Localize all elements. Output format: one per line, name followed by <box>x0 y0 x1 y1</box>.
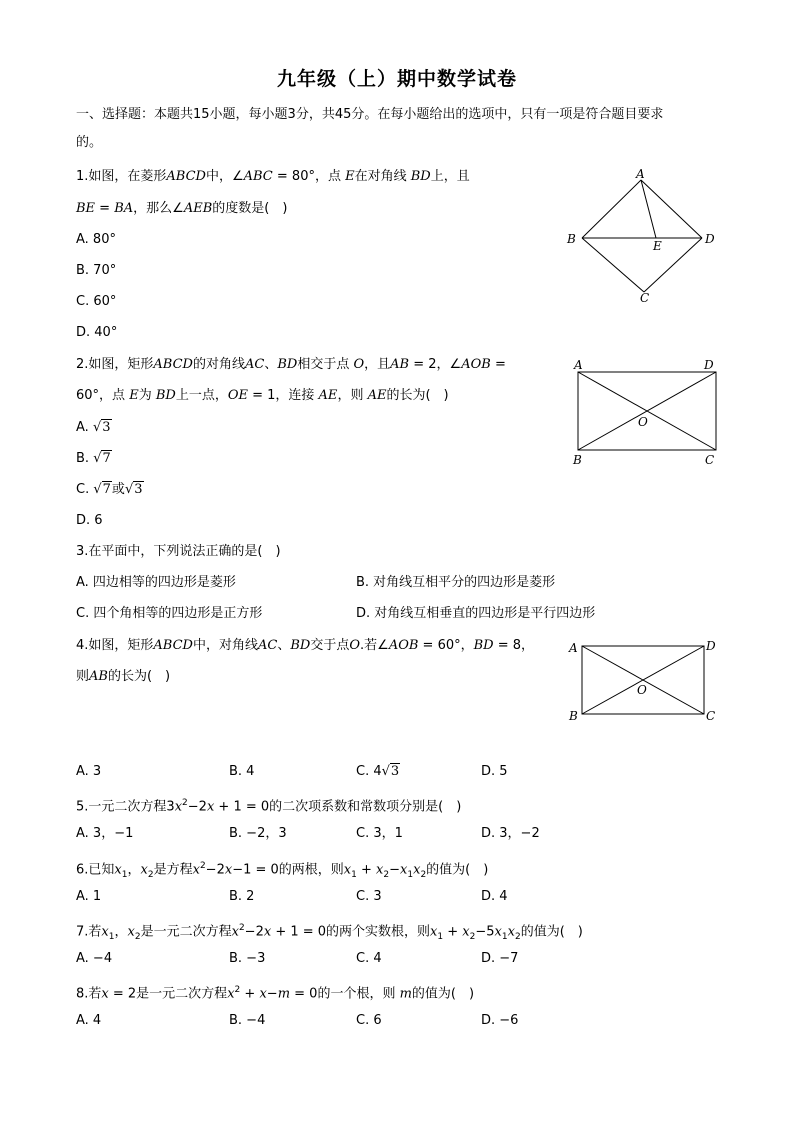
q7-option-d[interactable]: D. −7 <box>481 951 519 966</box>
q1-stem-line1: 1.如图，在菱形ABCD中，∠ABC = 80°，点 E在对角线 BD上，且 <box>76 169 470 184</box>
q1-rhombus-figure <box>560 168 730 308</box>
q8-option-a[interactable]: A. 4 <box>76 1013 102 1028</box>
q1-option-d[interactable]: D. 40° <box>76 325 118 340</box>
q3-option-a[interactable]: A. 四边相等的四边形是菱形 <box>76 575 236 590</box>
q2-stem-line2: 60°，点 E为 BD上一点，OE = 1，连接 AE，则 AE的长为( ) <box>76 388 449 403</box>
q2-option-d[interactable]: D. 6 <box>76 513 103 528</box>
q1-option-a[interactable]: A. 80° <box>76 232 116 247</box>
q1-label-b: B <box>567 232 576 246</box>
q3-option-b[interactable]: B. 对角线互相平分的四边形是菱形 <box>356 575 556 590</box>
q2-option-b[interactable]: B. √7 <box>76 451 111 466</box>
q8-option-b[interactable]: B. −4 <box>229 1013 266 1028</box>
q1-side-ab <box>582 180 641 238</box>
q4-label-a: A <box>569 641 578 655</box>
q4-label-c: C <box>706 709 716 723</box>
q1-label-d: D <box>705 232 715 246</box>
q6-stem: 6.已知$x_1$，$x_2$是方程$x^2-2x-1 = 0$的两根，则$x_1 + x_2-x_1x_2$的值为( ) <box>76 861 489 880</box>
q4-stem-line2: 则AB的长为( ) <box>76 669 171 684</box>
q2-label-b: B <box>573 453 582 467</box>
q8-stem: 8.若x = 2是一元二次方程$x^2 + x-m = 0$的一个根，则 m的值为( ) <box>76 985 475 1002</box>
q1-label-e: E <box>653 239 662 253</box>
q4-label-b: B <box>569 709 578 723</box>
q7-option-c[interactable]: C. 4 <box>356 951 382 966</box>
q1-label-a: A <box>636 168 645 181</box>
q1-label-c: C <box>640 291 650 305</box>
q6-option-b[interactable]: B. 2 <box>229 889 255 904</box>
q2-label-a: A <box>574 358 583 372</box>
section-instructions-cont: 的。 <box>76 135 103 150</box>
q2-option-a[interactable]: A. √3 <box>76 420 111 435</box>
sqrt-sign: √3 <box>124 482 143 497</box>
sqrt-sign: √7 <box>93 482 111 497</box>
q5-option-d[interactable]: D. 3，−2 <box>481 826 540 841</box>
q6-option-c[interactable]: C. 3 <box>356 889 382 904</box>
q1-side-ad <box>641 180 702 238</box>
q1-option-b[interactable]: B. 70° <box>76 263 117 278</box>
q8-option-d[interactable]: D. −6 <box>481 1013 519 1028</box>
q5-option-c[interactable]: C. 3，1 <box>356 826 403 841</box>
q5-stem: 5.一元二次方程$3x^2-2x + 1 = 0$的二次项系数和常数项分别是( ) <box>76 798 462 815</box>
sqrt-sign: √3 <box>381 764 400 779</box>
q4-stem-line1: 4.如图，矩形ABCD中，对角线AC、BD交于点O.若∠AOB = 60°，BD = 8， <box>76 638 535 653</box>
q5-option-a[interactable]: A. 3，−1 <box>76 826 134 841</box>
sqrt-sign: √3 <box>92 420 111 435</box>
q8-option-c[interactable]: C. 6 <box>356 1013 382 1028</box>
section-instructions: 一、选择题：本题共15小题，每小题3分，共45分。在每小题给出的选项中，只有一项是符合题目要求 <box>76 107 664 122</box>
q6-option-a[interactable]: A. 1 <box>76 889 102 904</box>
q4-label-o: O <box>637 683 647 697</box>
q1-segment-ae <box>641 180 656 238</box>
q4-option-b[interactable]: B. 4 <box>229 764 255 779</box>
q1-side-bc <box>582 238 644 292</box>
q2-label-d: D <box>704 358 714 372</box>
q1-stem-line2: BE = BA，那么∠AEB的度数是( ) <box>76 201 288 216</box>
q5-option-b[interactable]: B. −2，3 <box>229 826 287 841</box>
q4-option-d[interactable]: D. 5 <box>481 764 508 779</box>
page-title: 九年级（上）期中数学试卷 <box>276 68 517 90</box>
q4-option-a[interactable]: A. 3 <box>76 764 102 779</box>
q6-option-d[interactable]: D. 4 <box>481 889 508 904</box>
q4-rectangle-figure <box>566 636 726 726</box>
q2-stem-line1: 2.如图，矩形ABCD的对角线AC、BD相交于点 O，且AB = 2，∠AOB = <box>76 357 506 372</box>
q3-option-c[interactable]: C. 四个角相等的四边形是正方形 <box>76 606 263 621</box>
q7-option-a[interactable]: A. −4 <box>76 951 113 966</box>
q3-option-d[interactable]: D. 对角线互相垂直的四边形是平行四边形 <box>356 606 596 621</box>
q2-option-c[interactable]: C. √7或√3 <box>76 482 143 497</box>
q2-rectangle-figure <box>566 356 726 468</box>
q2-label-c: C <box>705 453 715 467</box>
q3-stem: 3.在平面中，下列说法正确的是( ) <box>76 544 281 559</box>
q2-label-o: O <box>638 415 648 429</box>
q4-label-d: D <box>706 639 716 653</box>
q7-stem: 7.若$x_1$，$x_2$是一元二次方程$x^2-2x + 1 = 0$的两个实数根，则$x_1 + x_2-5x_1x_2$的值为( ) <box>76 923 583 942</box>
q4-option-c[interactable]: C. 4√3 <box>356 764 400 779</box>
q1-option-c[interactable]: C. 60° <box>76 294 117 309</box>
q7-option-b[interactable]: B. −3 <box>229 951 266 966</box>
sqrt-sign: √7 <box>93 451 111 466</box>
